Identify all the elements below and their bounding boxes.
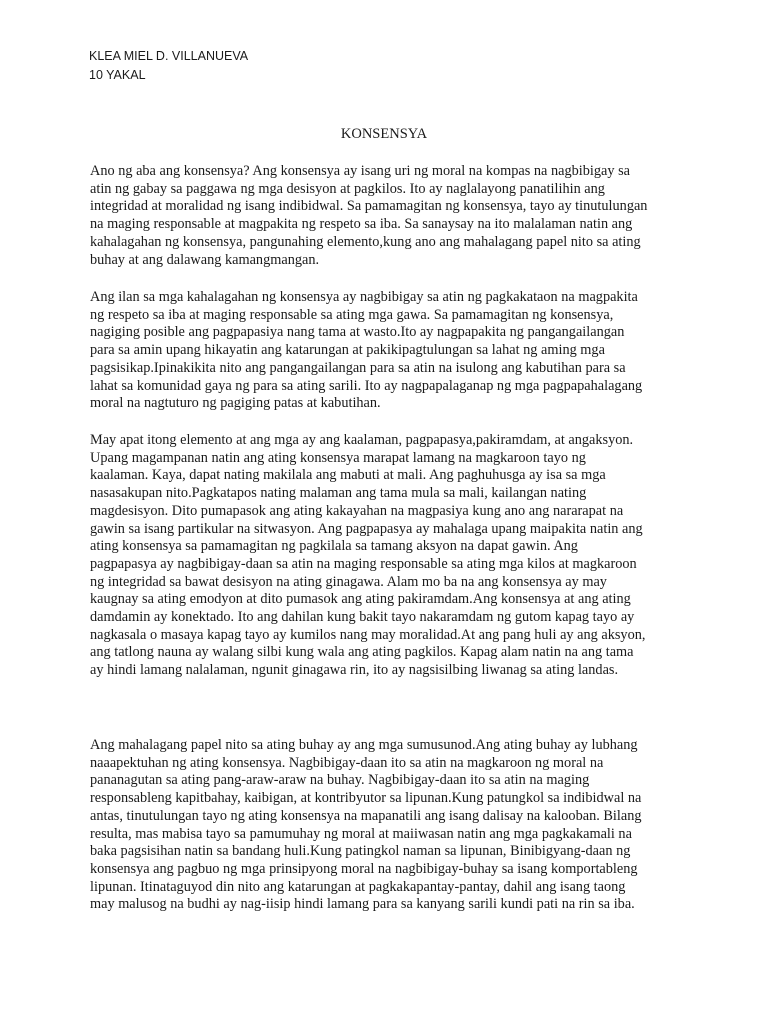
document-title: KONSENSYA — [340, 126, 428, 142]
text-line: pananagutan sa ating pang-araw-araw na buhay. Nagbibigay-daan ito sa atin na maging — [90, 772, 590, 789]
text-line: damdamin ay konektado. Ito ang dahilan kung bakit tayo nakaramdam ng gutom kapag tayo ay — [90, 609, 635, 626]
text-line: ay hindi lamang nalalaman, ngunit ginagawa rin, ito ay nagsisilbing liwanag sa ating landas. — [90, 662, 619, 679]
text-line: pagpapasya ay nagbibigay-daan sa atin na maging responsable sa ating mga kilos at magkaroon — [90, 555, 637, 572]
text-line: pagsisikap.Ipinakikita nito ang pangangailangan para sa atin na isulong ang kabutihan para sa — [90, 359, 626, 376]
text-line: ng respeto sa iba at maging responsable sa ating mga gawa. Sa pamamagitan ng konsensya, — [90, 306, 614, 323]
text-line: Upang magampanan natin ang ating konsensya marapat lamang na magkaroon tayo ng — [90, 449, 586, 466]
text-line: nagiging posible ang pagpapasiya nang tama at wasto.Ito ay nagpapakita ng pangangailangan — [90, 324, 625, 341]
text-line: ating konsensya sa pamamagitan ng pagkilala sa tamang aksyon na dapat gawin. Ang — [90, 538, 578, 555]
text-line: Ang mahalagang papel nito sa ating buhay ay ang mga sumusunod.Ang ating buhay ay lubhang — [90, 737, 638, 753]
text-line: nagkasala o masaya kapag tayo ay kumilos nang may moralidad.At ang pang huli ay ang aksyon, — [90, 626, 646, 643]
document-header — [89, 47, 248, 85]
text-line: na maging responsable at magpakita ng respeto sa iba. Sa sanaysay na ito malalaman natin ang — [90, 216, 633, 233]
text-line: integridad at moralidad ng isang indibidwal. Sa pamamagitan ng konsensya, tayo ay tinutulungan — [90, 198, 648, 215]
text-line: atin ng gabay sa paggawa ng mga desisyon at pagkilos. Ito ay naglalayong panatilihin ang — [90, 180, 605, 197]
text-line: magdesisyon. Dito pumapasok ang ating kakayahan na magpasiya kung ano ang nararapat na — [90, 502, 624, 519]
paragraph-1 — [90, 163, 690, 269]
text-line: may malusog na budhi ay nag-iisip hindi lamang para sa kanyang sarili kundi pati na rin sa iba. — [90, 896, 635, 913]
text-line: baka pagsisihan natin sa bandang huli.Kung patingkol naman sa lipunan, Binibigyang-daan ng — [90, 843, 631, 860]
text-line: May apat itong elemento at ang mga ay ang kaalaman, pagpapasya,pakiramdam, at angaksyon. — [90, 432, 634, 448]
text-line: Ang ilan sa mga kahalagahan ng konsensya ay nagbibigay sa atin ng pagkakataon na magpakita — [90, 289, 638, 305]
text-line: Ano ng aba ang konsensya? Ang konsensya ay isang uri ng moral na kompas na nagbibigay sa — [90, 163, 630, 179]
author-name: KLEA MIEL D. VILLANUEVA — [89, 49, 249, 63]
text-line: resulta, mas mabisa tayo sa pamumuhay ng moral at maiiwasan natin ang mga pagkakamali na — [90, 825, 632, 842]
text-line: kahalagahan ng konsensya, pangunahing elemento,kung ano ang mahalagang papel nito sa ating — [90, 233, 641, 250]
text-line: para sa amin upang hikayatin ang katarungan at pakikipagtulungan sa lahat ng aming mga — [90, 342, 605, 359]
text-line: lahat sa komunidad gaya ng para sa ating sarili. Ito ay nagpapalaganap ng mga pagpapahalagang — [90, 377, 643, 394]
text-line: konsensya ang pagbuo ng mga prinsipyong moral na nagbibigay-buhay sa isang komportableng — [90, 860, 638, 877]
text-line: ng integridad sa bawat desisyon na ating ginagawa. Alam mo ba na ang konsensya ay may — [90, 573, 607, 590]
class-section: 10 YAKAL — [89, 68, 146, 82]
text-line: lipunan. Itinataguyod din nito ang katarungan at pagkakapantay-pantay, dahil ang isang taong — [90, 878, 626, 895]
text-line: moral na nagtuturo ng pagiging patas at kabutihan. — [90, 395, 381, 412]
paragraph-2 — [90, 289, 690, 413]
paragraph-4 — [90, 737, 690, 914]
text-line: nasasakupan nito.Pagkatapos nating malaman ang tama mula sa mali, kailangan nating — [90, 485, 587, 502]
text-line: buhay at ang dalawang kamangmangan. — [90, 251, 320, 268]
text-line: antas, tinutulungan tayo ng ating konsensya na mapanatili ang isang dalisay na kalooban. Bilang — [90, 807, 642, 824]
text-line: ang tatlong nauna ay walang silbi kung wala ang ating pagkilos. Kapag alam natin na ang tama — [90, 644, 634, 661]
paragraph-3 — [90, 432, 690, 680]
text-line: gawin sa isang partikular na sitwasyon. Ang pagpapasya ay mahalaga upang maipakita natin ang — [90, 520, 643, 537]
text-line: responsableng kapitbahay, kaibigan, at kontribyutor sa lipunan.Kung patungkol sa indibidwal na — [90, 790, 642, 807]
text-line: kaalaman. Kaya, dapat nating makilala ang mabuti at mali. Ang paghuhusga ay isa sa mga — [90, 467, 606, 484]
text-line: kaugnay sa ating emodyon at dito pumasok ang ating pakiramdam.Ang konsensya at ang ating — [90, 591, 631, 608]
text-line: naaapektuhan ng ating konsensya. Nagbibigay-daan ito sa atin na magkaroon ng moral na — [90, 754, 604, 771]
